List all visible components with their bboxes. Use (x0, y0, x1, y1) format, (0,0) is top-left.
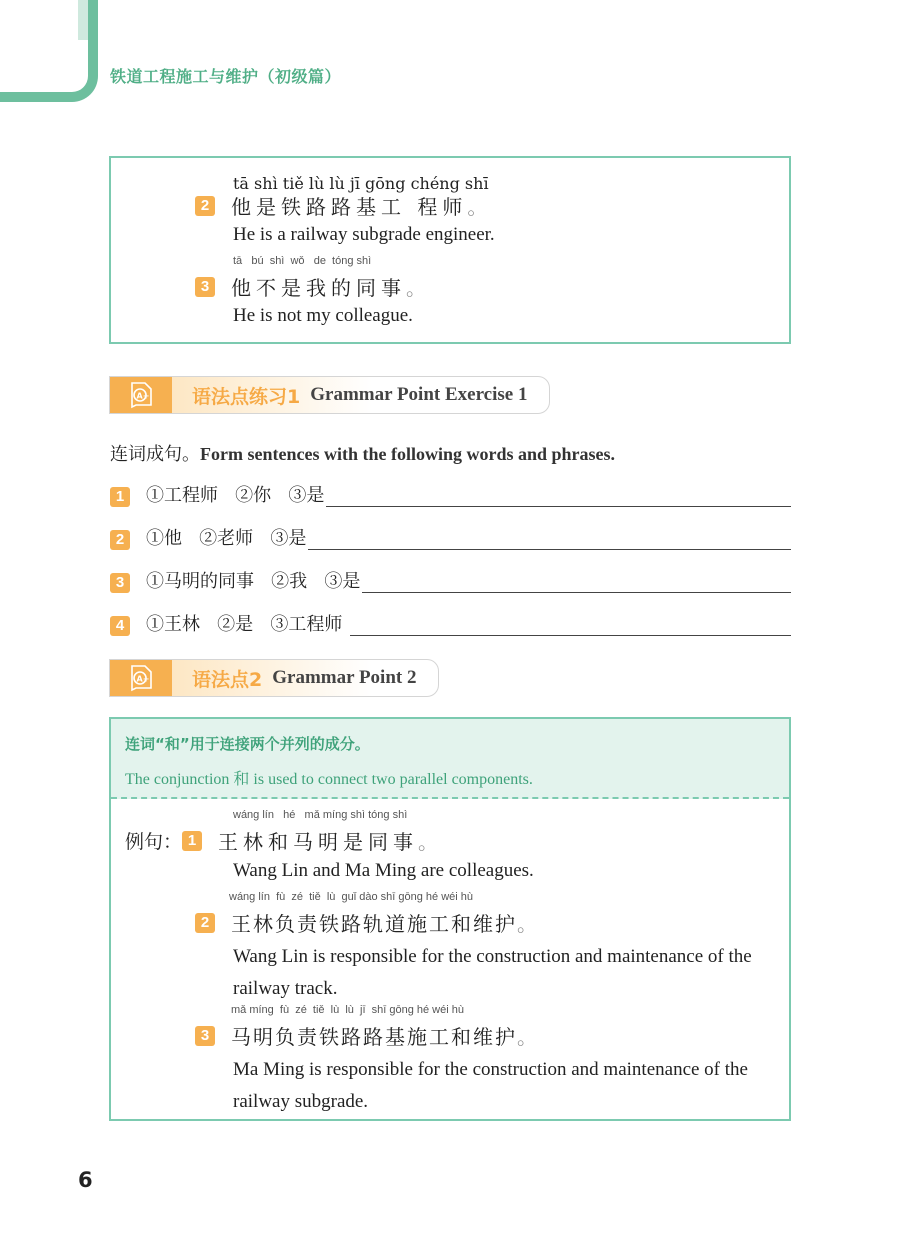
answer-blank[interactable] (350, 615, 791, 636)
question-number-badge: 1 (110, 487, 130, 507)
section-title-en: Grammar Point Exercise 1 (310, 384, 528, 405)
section-header-exercise (109, 376, 550, 414)
exercise-question (110, 610, 791, 636)
question-words: ①他 ②老师 ③是 (146, 528, 307, 549)
grammar-rule-panel (111, 719, 789, 799)
example-number-badge: 1 (182, 831, 202, 851)
exercise-instruction (110, 440, 615, 466)
example-box-continued (109, 156, 791, 344)
example-number-badge: 3 (195, 1026, 215, 1046)
sentence-period: 。 (406, 276, 431, 300)
question-words: ①工程师 ②你 ③是 (146, 485, 325, 506)
pinyin-line: tā shì tiě lù lù jī gōng chéng shī (233, 174, 489, 193)
question-number-badge: 4 (110, 616, 130, 636)
instruction-cn: 连词成句。 (110, 444, 200, 465)
instruction-en: Form sentences with the following words and phrases. (200, 444, 616, 464)
page-corner-accent (78, 0, 88, 40)
example-number-badge: 2 (195, 913, 215, 933)
example-label: 例句： (125, 831, 183, 853)
example-hanzi: 王林和马明是同事 (218, 830, 419, 854)
example-english: He is not my colleague. (233, 305, 413, 326)
exercise-question (110, 481, 791, 507)
example-english: Wang Lin and Ma Ming are colleagues. (233, 860, 534, 881)
exercise-question (110, 524, 791, 550)
question-words: ①王林 ②是 ③工程师 (146, 614, 349, 635)
example-english: Wang Lin is responsible for the construction and maintenance of the railway track. (233, 946, 752, 999)
example-hanzi: 马明负责铁路路基施工和维护 (231, 1025, 517, 1049)
grammar-rule-cn: 连词“和”用于连接两个并列的成分。 (125, 735, 370, 753)
example-hanzi: 他不是我的同事 (231, 276, 406, 300)
question-number-badge: 2 (110, 530, 130, 550)
question-number-badge: 3 (110, 573, 130, 593)
answer-blank[interactable] (308, 529, 791, 550)
pinyin-line: wáng lín hé mǎ míng shì tóng shì (233, 809, 408, 821)
section-title-cn: 语法点2 (192, 668, 263, 691)
svg-text:A+: A+ (136, 674, 150, 684)
example-number-badge: 3 (195, 277, 215, 297)
example-english: He is a railway subgrade engineer. (233, 224, 495, 245)
sentence-period: 。 (517, 1025, 542, 1049)
answer-blank[interactable] (362, 572, 791, 593)
answer-blank[interactable] (326, 486, 791, 507)
svg-text:A+: A+ (136, 391, 150, 401)
grammar-rule-en: The conjunction 和 is used to connect two parallel components. (125, 771, 533, 788)
example-number-badge: 2 (195, 196, 215, 216)
a-plus-document-icon (110, 376, 172, 414)
pinyin-line: mǎ míng fù zé tiě lù lù jī shī gōng hé wéi hù (231, 1004, 464, 1016)
sentence-period: 。 (467, 195, 493, 219)
example-english: Ma Ming is responsible for the construction and maintenance of the railway subgrade. (233, 1059, 748, 1112)
example-hanzi: 王林负责铁路轨道施工和维护 (231, 912, 517, 936)
pinyin-line: tā bú shì wǒ de tóng shì (233, 255, 372, 267)
grammar-box (109, 717, 791, 1121)
pinyin-line: wáng lín fù zé tiě lù guǐ dào shī gōng hé wéi hù (229, 891, 473, 903)
question-words: ①马明的同事 ②我 ③是 (146, 571, 361, 592)
example-hanzi: 他是铁路路基工 程师 (231, 195, 468, 219)
exercise-question (110, 567, 791, 593)
sentence-period: 。 (418, 830, 444, 854)
a-plus-document-icon (110, 659, 172, 697)
running-head: 铁道工程施工与维护（初级篇） (110, 67, 342, 86)
sentence-period: 。 (517, 912, 542, 936)
page-number: 6 (78, 1168, 93, 1192)
section-header-grammar (109, 659, 439, 697)
section-title-cn: 语法点练习1 (192, 385, 301, 408)
section-title-en: Grammar Point 2 (272, 667, 417, 688)
